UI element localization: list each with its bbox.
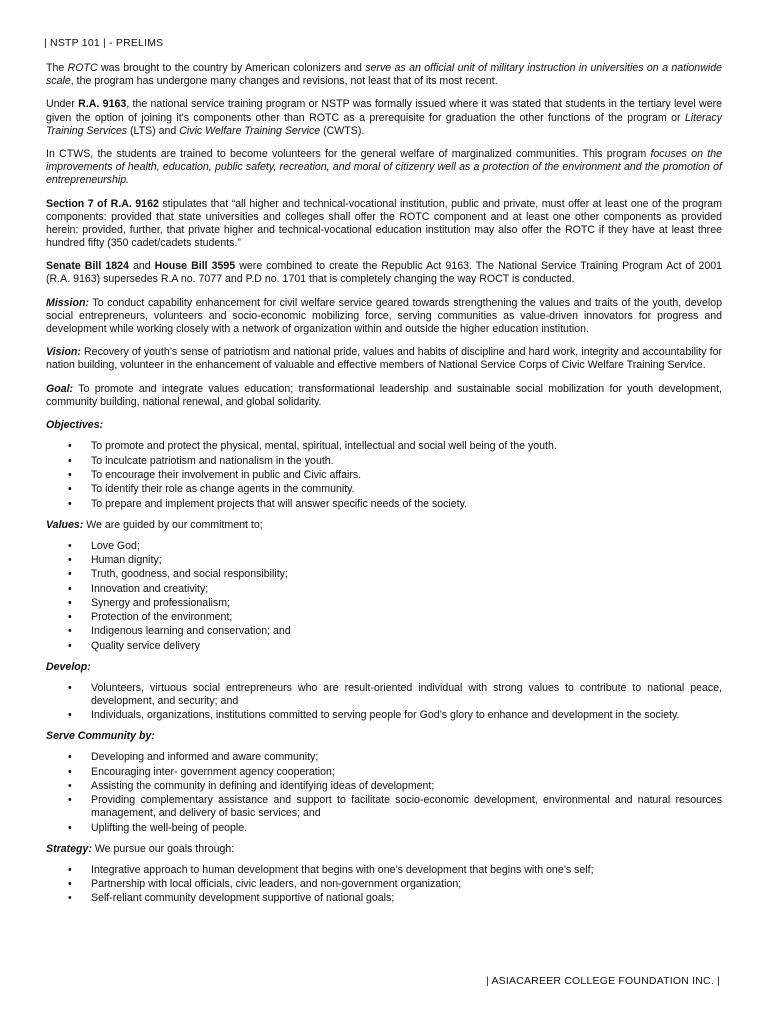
list-item: • To inculcate patriotism and nationalism in the youth.	[46, 455, 722, 468]
page-header: | NSTP 101 | - PRELIMS	[44, 37, 164, 49]
document-body	[46, 62, 722, 914]
paragraph-vision: Vision: Recovery of youth’s sense of patriotism and national pride, values and habits of discipline and hard work, integrity and accountability for nation building, volunteer in the enhancement of valuable and effective members of National Service Corps of Civic Welfare Training Service.	[46, 346, 722, 372]
section-heading-objectives: Objectives:	[46, 419, 104, 432]
section-heading-serve-community: Serve Community by:	[46, 730, 155, 743]
objectives-list	[46, 440, 722, 510]
list-item: • Developing and informed and aware community;	[46, 751, 722, 764]
list-item: • To prepare and implement projects that will answer specific needs of the society.	[46, 498, 722, 511]
serve-community-list	[46, 751, 722, 834]
list-item: • Uplifting the well-being of people.	[46, 822, 722, 835]
paragraph-goal: Goal: To promote and integrate values education; transformational leadership and sustainable social mobilization for youth development, community building, national renewal, and global solidarity.	[46, 382, 722, 408]
paragraph-mission: Mission: To conduct capability enhancement for civil welfare service geared towards strengthening the values and traits of the youth, develop social entrepreneurs, volunteers and socio-economic mobilizing force, serving communities as value-driven innovators for progress and development while working closely with a network of organization within and outside the higher education institution.	[46, 296, 722, 335]
list-item: • Assisting the community in defining and identifying ideas of development;	[46, 780, 722, 793]
list-item: • To encourage their involvement in public and Civic affairs.	[46, 469, 722, 482]
list-item: • Encouraging inter- government agency cooperation;	[46, 766, 722, 779]
paragraph-rotc-history: The ROTC was brought to the country by American colonizers and serve as an official unit of military instruction in universities on a nationwide scale, the program has undergone many changes and revisions, not least that of its most recent.	[46, 62, 722, 88]
paragraph-senate-bill: Senate Bill 1824 and House Bill 3595 were combined to create the Republic Act 9163. The National Service Training Program Act of 2001 (R.A. 9163) supersedes R.A no. 7077 and P.D no. 1701 that is completely changing the way ROCT is conducted.	[46, 260, 723, 286]
paragraph-ctws: In CTWS, the students are trained to become volunteers for the general welfare of marginalized communities. This program focuses on the improvements of health, education, public safety, recreation, and moral of citizenry well as a protection of the environment and the promotion of entrepreneurship.	[46, 148, 722, 187]
list-item: • Truth, goodness, and social responsibility;	[46, 568, 722, 581]
list-item: • Quality service delivery	[46, 640, 722, 653]
list-item: • Partnership with local officials, civic leaders, and non-government organization;	[46, 878, 722, 891]
list-item: • To promote and protect the physical, mental, spiritual, intellectual and social well being of the youth.	[46, 440, 722, 453]
list-item: • Love God;	[46, 540, 722, 553]
list-item: • Synergy and professionalism;	[46, 597, 722, 610]
list-item: • Integrative approach to human development that begins with one’s development that begins with one’s self;	[46, 864, 722, 877]
list-item: • Innovation and creativity;	[46, 583, 722, 596]
list-item: • Individuals, organizations, institutions committed to serving people for God’s glory to enhance and development in the society.	[46, 709, 722, 722]
list-item: • Human dignity;	[46, 554, 722, 567]
strategy-list	[46, 864, 722, 906]
section-heading-develop: Develop:	[46, 660, 91, 673]
page-footer: | ASIACAREER COLLEGE FOUNDATION INC. |	[486, 975, 720, 987]
develop-list	[46, 682, 722, 722]
list-item: • Indigenous learning and conservation; and	[46, 625, 722, 638]
list-item: • To identify their role as change agents in the community.	[46, 483, 722, 496]
section-heading-strategy: Strategy: We pursue our goals through:	[46, 842, 235, 855]
values-list	[46, 540, 722, 653]
section-heading-values: Values: We are guided by our commitment to;	[46, 518, 263, 531]
list-item: • Protection of the environment;	[46, 611, 722, 624]
paragraph-section-7: Section 7 of R.A. 9162 stipulates that “all higher and technical-vocational institution, public and private, must offer at least one of the program components: provided that state universities and colleges shall offer the ROTC component and at least one other components as provided herein: provided, further, that private higher and technical-vocational education institution may also offer the ROTC if they have at least three hundred fifty (350 cadet/cadets students.”	[46, 197, 722, 249]
list-item: • Volunteers, virtuous social entrepreneurs who are result-oriented individual with strong values to contribute to national peace, development, and security; and	[46, 682, 722, 708]
paragraph-ra-9163: Under R.A. 9163, the national service training program or NSTP was formally issued where it was stated that students in the tertiary level were given the option of joining it's components other than ROTC as a prerequisite for graduation the other functions of the program or Literacy Training Services (LTS) and Civic Welfare Training Service (CWTS).	[46, 98, 723, 137]
list-item: • Self-reliant community development supportive of national goals;	[46, 892, 722, 905]
list-item: • Providing complementary assistance and support to facilitate socio-economic development, environmental and natural resources management, and delivery of basic services; and	[46, 794, 722, 820]
